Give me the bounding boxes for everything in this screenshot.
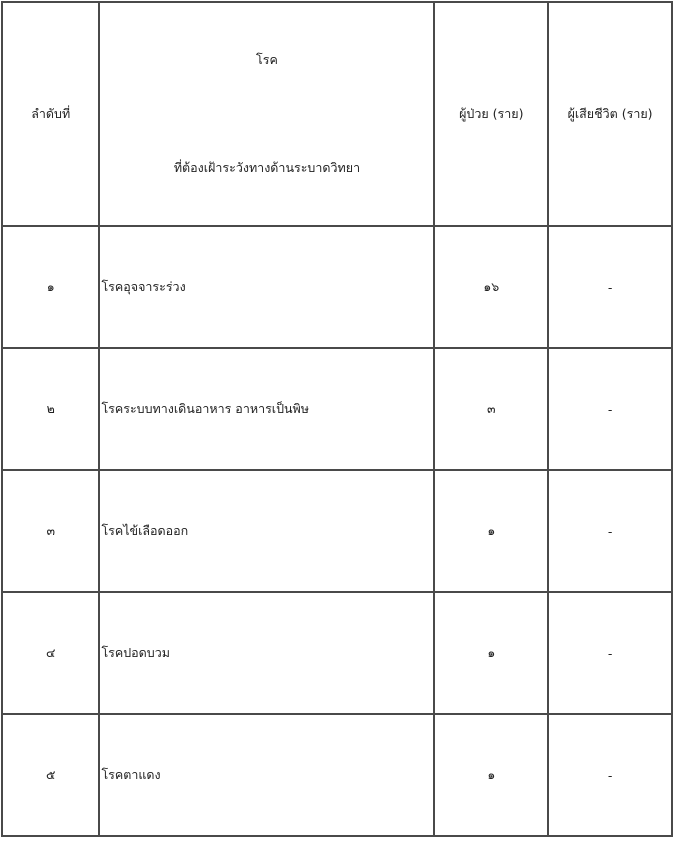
row-patients: ๑๖ — [434, 226, 548, 348]
row-deaths: - — [548, 470, 672, 592]
row-disease: โรคปอดบวม — [99, 592, 434, 714]
row-deaths: - — [548, 348, 672, 470]
table-row — [2, 714, 672, 836]
row-disease: โรคอุจจาระร่วง — [99, 226, 434, 348]
row-no: ๓ — [2, 470, 99, 592]
table-row — [2, 348, 672, 470]
header-deaths: ผู้เสียชีวิต (ราย) — [548, 2, 672, 226]
row-deaths: - — [548, 592, 672, 714]
header-disease-line2: ที่ต้องเฝ้าระวังทางด้านระบาดวิทยา — [173, 160, 361, 175]
row-no: ๑ — [2, 226, 99, 348]
header-disease — [99, 2, 434, 226]
row-disease: โรคไข้เลือดออก — [99, 470, 434, 592]
header-disease-line1: โรค — [256, 52, 278, 67]
row-disease: โรคระบบทางเดินอาหาร อาหารเป็นพิษ — [99, 348, 434, 470]
table-row — [2, 592, 672, 714]
row-no: ๒ — [2, 348, 99, 470]
row-no: ๕ — [2, 714, 99, 836]
row-patients: ๑ — [434, 714, 548, 836]
table-header-row — [2, 2, 672, 226]
row-disease: โรคตาแดง — [99, 714, 434, 836]
disease-surveillance-table — [1, 1, 673, 837]
row-patients: ๑ — [434, 470, 548, 592]
table-row — [2, 470, 672, 592]
row-deaths: - — [548, 226, 672, 348]
row-deaths: - — [548, 714, 672, 836]
row-patients: ๓ — [434, 348, 548, 470]
row-patients: ๑ — [434, 592, 548, 714]
header-patients: ผู้ป่วย (ราย) — [434, 2, 548, 226]
table-row — [2, 226, 672, 348]
header-no: ลำดับที่ — [2, 2, 99, 226]
row-no: ๔ — [2, 592, 99, 714]
